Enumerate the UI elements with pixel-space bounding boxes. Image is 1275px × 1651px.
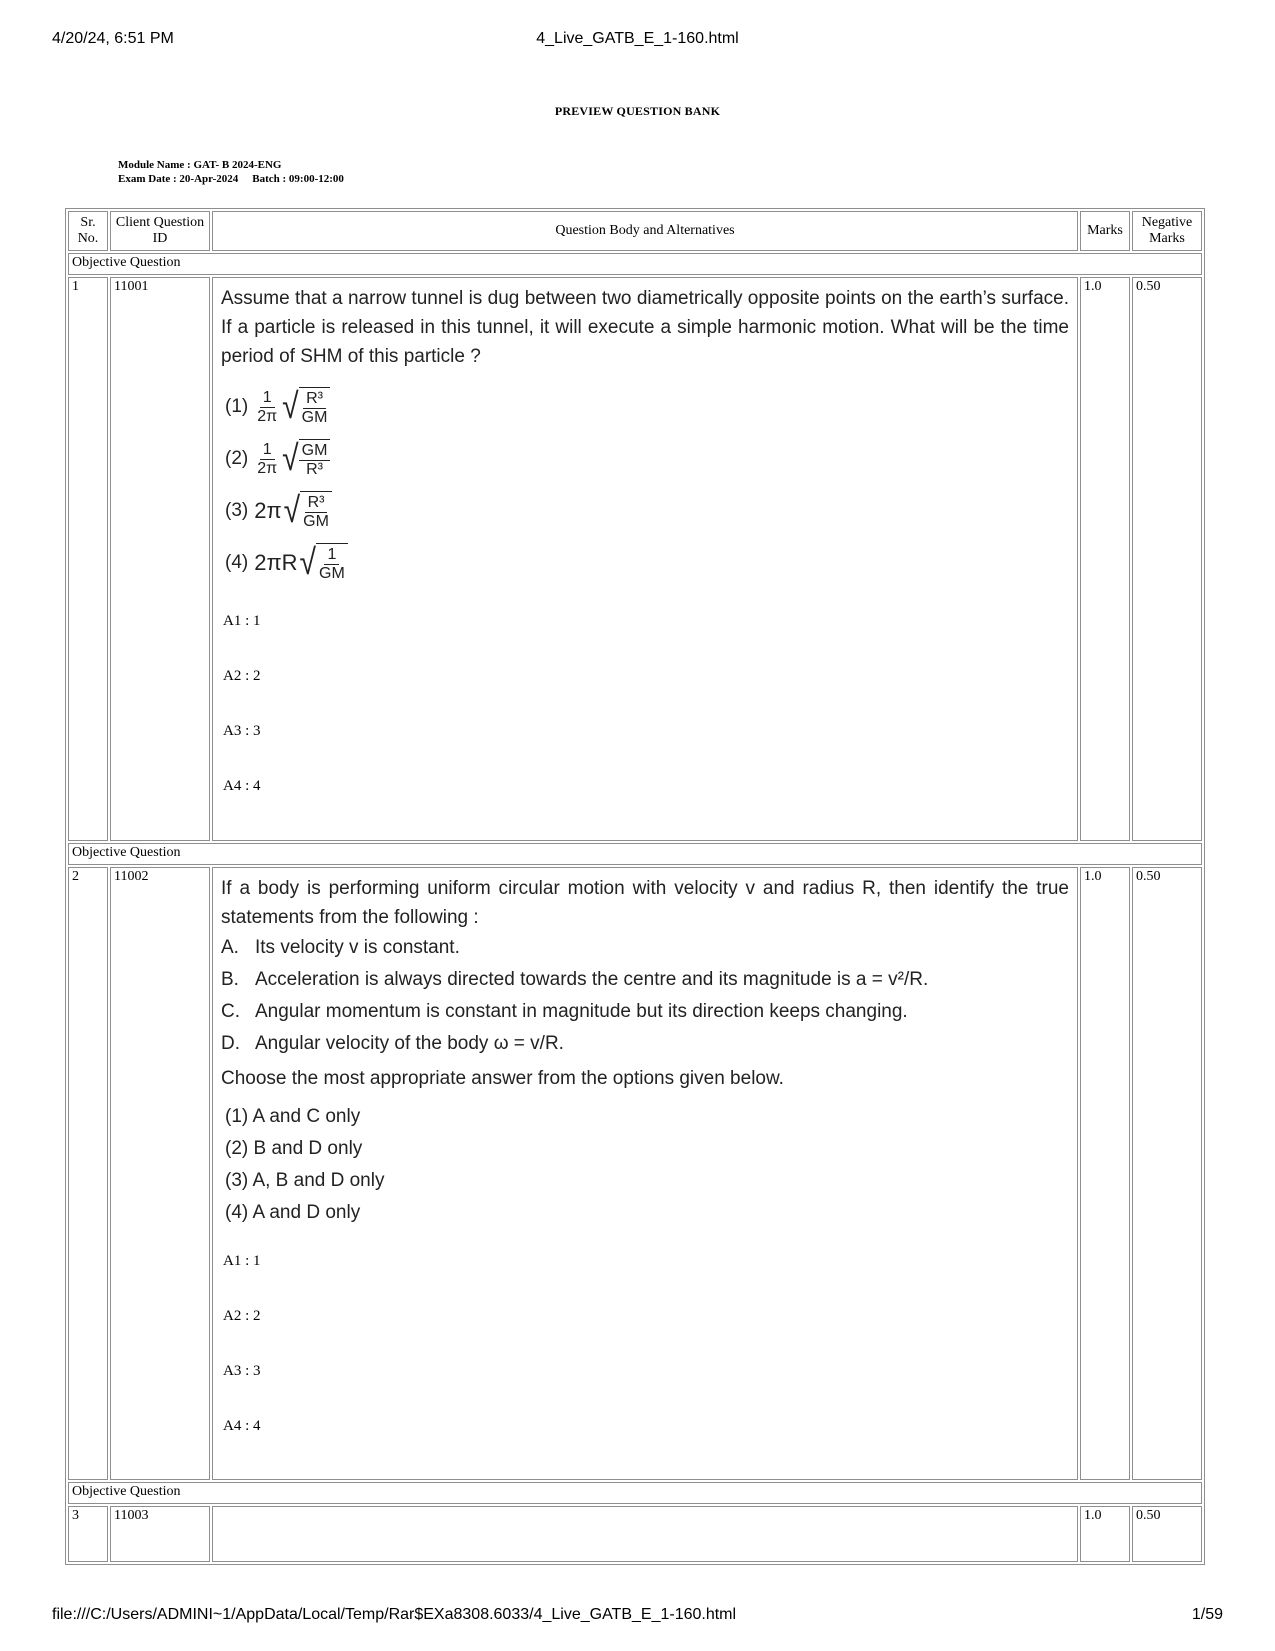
frac-denominator: GM xyxy=(319,565,345,582)
option: (1) A and C only xyxy=(225,1106,361,1127)
frac-numerator: 1 xyxy=(324,546,339,565)
print-filename: 4_Live_GATB_E_1-160.html xyxy=(536,30,739,47)
frac-denominator: R³ xyxy=(306,461,323,478)
print-header xyxy=(52,30,1223,52)
coefficient-fraction xyxy=(254,389,280,426)
table-row xyxy=(68,867,1202,1480)
coefficient-fraction xyxy=(254,441,280,478)
frac-denominator: 2π xyxy=(257,407,278,425)
header-negative-marks: Negative Marks xyxy=(1132,211,1202,251)
question-type-row xyxy=(68,1482,1202,1504)
alternative: A1 : 1 xyxy=(223,613,261,629)
negative-marks: 0.50 xyxy=(1132,277,1202,841)
frac-numerator: 1 xyxy=(260,389,275,408)
question-bank-table xyxy=(65,208,1205,1565)
negative-marks: 0.50 xyxy=(1132,867,1202,1480)
option-formula xyxy=(221,485,1069,537)
question-body xyxy=(212,867,1078,1480)
negative-marks: 0.50 xyxy=(1132,1506,1202,1562)
question-stem: Assume that a narrow tunnel is dug between two diametrically opposite points on the earth’s surface. If a particle is released in this tunnel, it will execute a simple harmonic motion. What will be the time period of SHM of this particle ? xyxy=(221,288,1069,367)
statement-label: B. xyxy=(221,969,239,990)
alternative: A3 : 3 xyxy=(223,723,261,739)
radicand xyxy=(299,387,331,427)
statement-text: Angular velocity of the body ω = v/R. xyxy=(255,1033,564,1054)
option-formula xyxy=(221,537,1069,589)
radical-sign: √ xyxy=(283,490,301,531)
option-formula xyxy=(221,433,1069,485)
square-root xyxy=(300,543,348,583)
print-footer xyxy=(52,1606,1223,1628)
square-root xyxy=(282,439,330,479)
square-root xyxy=(282,387,330,427)
marks: 1.0 xyxy=(1080,1506,1130,1562)
question-body xyxy=(212,1506,1078,1562)
square-root xyxy=(284,491,332,531)
frac-numerator: GM xyxy=(299,442,331,461)
client-question-id: 11002 xyxy=(110,867,210,1480)
exam-date: Exam Date : 20-Apr-2024 xyxy=(118,173,239,185)
frac-denominator: GM xyxy=(303,513,329,530)
exam-batch: Batch : 09:00-12:00 xyxy=(252,173,344,185)
question-body xyxy=(212,277,1078,841)
statement-label: A. xyxy=(221,937,239,958)
module-name: Module Name : GAT- B 2024-ENG xyxy=(118,159,282,171)
question-type: Objective Question xyxy=(68,1482,1202,1504)
print-page-number: 1/59 xyxy=(1191,1606,1223,1623)
page-title: PREVIEW QUESTION BANK xyxy=(554,104,721,118)
statement xyxy=(221,996,1069,1028)
statement xyxy=(221,1028,1069,1060)
alternative: A3 : 3 xyxy=(223,1363,261,1379)
radicand xyxy=(300,491,332,531)
frac-denominator: 2π xyxy=(257,459,278,477)
frac-numerator: R³ xyxy=(305,494,328,513)
radicand xyxy=(316,543,348,583)
table-row xyxy=(68,1506,1202,1562)
radical-sign: √ xyxy=(282,386,299,427)
header-sr-no: Sr. No. xyxy=(68,211,108,251)
header-marks: Marks xyxy=(1080,211,1130,251)
question-stem: If a body is performing uniform circular motion with velocity v and radius R, then identify the true statements from the following : xyxy=(221,878,1069,928)
statement xyxy=(221,932,1069,964)
option: (2) B and D only xyxy=(225,1138,363,1159)
option-formula xyxy=(221,381,1069,433)
option-number: (3) xyxy=(225,500,249,521)
alternative: A1 : 1 xyxy=(223,1253,261,1269)
question-type-row xyxy=(68,843,1202,865)
frac-numerator: 1 xyxy=(260,441,275,460)
module-info xyxy=(118,158,344,186)
option-number: (4) xyxy=(225,552,249,573)
option: (4) A and D only xyxy=(225,1202,361,1223)
client-question-id: 11001 xyxy=(110,277,210,841)
sr-no: 3 xyxy=(68,1506,108,1562)
option-number: (2) xyxy=(225,448,249,469)
alternative: A4 : 4 xyxy=(223,1418,261,1434)
marks: 1.0 xyxy=(1080,867,1130,1480)
question-instruction: Choose the most appropriate answer from the options given below. xyxy=(221,1068,784,1089)
alternative: A2 : 2 xyxy=(223,1308,261,1324)
header-question-body: Question Body and Alternatives xyxy=(212,211,1078,251)
statement xyxy=(221,964,1069,996)
exam-info-line xyxy=(118,172,344,186)
header-client-id: Client Question ID xyxy=(110,211,210,251)
question-type: Objective Question xyxy=(68,253,1202,275)
radicand xyxy=(299,439,331,479)
question-type: Objective Question xyxy=(68,843,1202,865)
question-type-row xyxy=(68,253,1202,275)
statement-text: Acceleration is always directed towards the centre and its magnitude is a = v²/R. xyxy=(255,969,929,990)
frac-numerator: R³ xyxy=(303,390,326,409)
marks: 1.0 xyxy=(1080,277,1130,841)
formula-prefix: 2π xyxy=(254,498,282,523)
sr-no: 2 xyxy=(68,867,108,1480)
radical-sign: √ xyxy=(282,438,299,479)
alternative: A4 : 4 xyxy=(223,778,261,794)
statement-label: D. xyxy=(221,1033,240,1054)
table-row xyxy=(68,277,1202,841)
option-number: (1) xyxy=(225,396,249,417)
formula-prefix: 2πR xyxy=(254,550,298,575)
frac-denominator: GM xyxy=(301,409,328,426)
statement-text: Its velocity v is constant. xyxy=(255,937,460,958)
sr-no: 1 xyxy=(68,277,108,841)
statement-text: Angular momentum is constant in magnitude but its direction keeps changing. xyxy=(255,1001,908,1022)
radical-sign: √ xyxy=(299,542,317,583)
statement-label: C. xyxy=(221,1001,240,1022)
table-header-row xyxy=(68,211,1202,251)
client-question-id: 11003 xyxy=(110,1506,210,1562)
option: (3) A, B and D only xyxy=(225,1170,385,1191)
print-datetime: 4/20/24, 6:51 PM xyxy=(52,30,174,47)
alternative: A2 : 2 xyxy=(223,668,261,684)
print-file-path: file:///C:/Users/ADMINI~1/AppData/Local/Temp/Rar$EXa8308.6033/4_Live_GATB_E_1-160.html xyxy=(52,1606,737,1623)
